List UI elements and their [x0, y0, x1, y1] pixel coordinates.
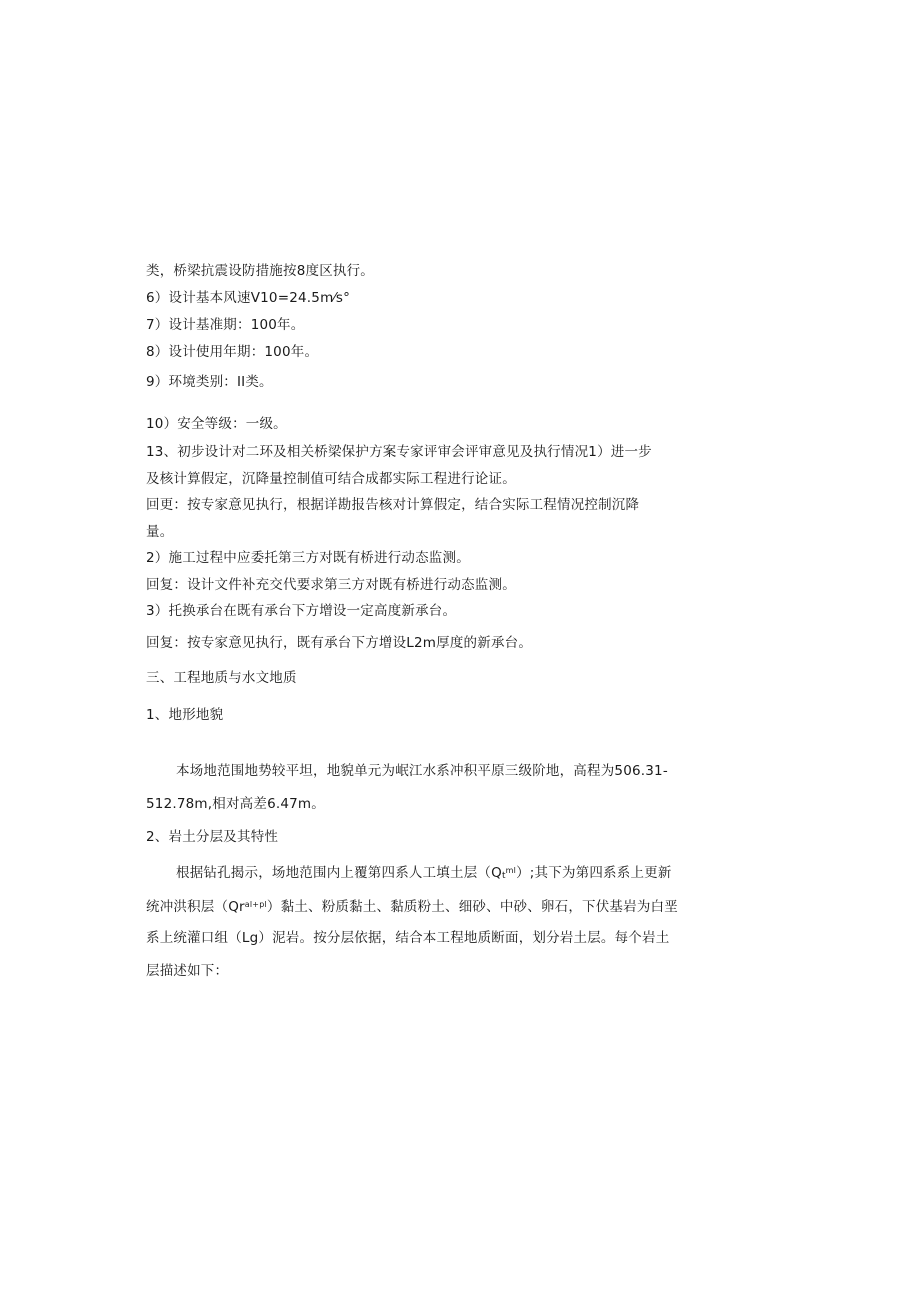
text-run: 统冲洪积层（Qr	[146, 899, 245, 915]
text-line: 层描述如下：	[146, 963, 229, 979]
text-line: 9）环境类别：II类。	[146, 374, 273, 390]
text-line: 回复：设计文件补充交代要求第三方对既有桥进行动态监测。	[146, 577, 516, 593]
text-line: 2）施工过程中应委托第三方对既有桥进行动态监测。	[146, 550, 470, 566]
text-line: 及核计算假定，沉降量控制值可结合成都实际工程进行论证。	[146, 471, 516, 487]
subsection-heading: 2、岩土分层及其特性	[146, 829, 279, 845]
subscript: t	[501, 871, 506, 881]
text-line: 512.78m,相对高差6.47m。	[146, 796, 325, 812]
text-line: 回更：按专家意见执行，根据详勘报告核对计算假定，结合实际工程情况控制沉降	[146, 497, 640, 513]
text-line	[176, 862, 672, 885]
text-run: 根据钻孔揭示，场地范围内上覆第四系人工填土层（Q	[176, 865, 502, 881]
subsection-heading: 1、地形地貌	[146, 707, 224, 723]
text-line: 13、初步设计对二环及相关桥梁保护方案专家评审会评审意见及执行情况1）进一步	[146, 444, 652, 460]
text-line: 7）设计基准期：100年。	[146, 317, 305, 333]
text-line: 8）设计使用年期：100年。	[146, 344, 319, 360]
text-line: 回复：按专家意见执行，既有承台下方增设L2m厚度的新承台。	[146, 635, 533, 651]
text-run: ）;其下为第四系系上更新	[516, 865, 672, 881]
text-line: 本场地范围地势较平坦，地貌单元为岷江水系冲积平原三级阶地，高程为506.31-	[176, 763, 668, 779]
text-line: 量。	[146, 524, 174, 540]
text-line	[146, 896, 678, 916]
text-line: 类，桥梁抗震设防措施按8度区执行。	[146, 263, 374, 279]
superscript: ml	[505, 866, 517, 875]
text-line: 10）安全等级：一级。	[146, 416, 287, 432]
section-heading: 三、工程地质与水文地质	[146, 670, 297, 686]
superscript: al+pl	[244, 900, 267, 909]
text-line: 系上统灌口组（Lg）泥岩。按分层依据，结合本工程地质断面，划分岩土层。每个岩土	[146, 930, 670, 946]
text-run: ）黏土、粉质黏土、黏质粉土、细砂、中砂、卵石，下伏基岩为白垩	[266, 899, 678, 915]
text-line: 3）托换承台在既有承台下方增设一定高度新承台。	[146, 603, 457, 619]
text-line: 6）设计基本风速V10=24.5m⁄s°	[146, 290, 351, 306]
